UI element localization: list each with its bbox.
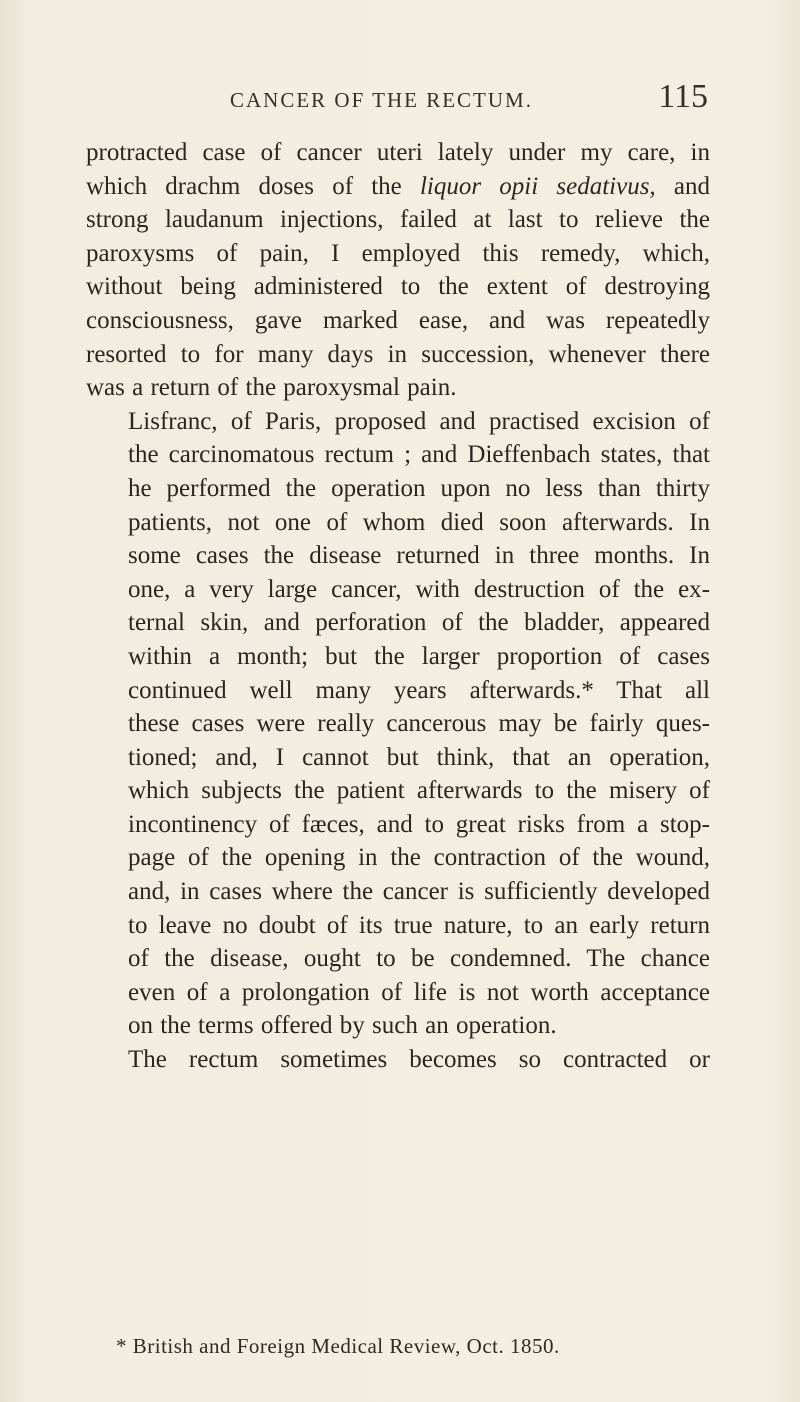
italic-latin-term: liquor opii sedativus, xyxy=(419,172,656,200)
text-line: strong laudanum injections, failed at last to relieve the xyxy=(86,206,710,234)
text-line: and, in cases where the cancer is sufficiently developed xyxy=(128,878,710,906)
text-line: was a return of the paroxysmal pain. xyxy=(86,374,457,402)
running-title: CANCER OF THE RECTUM. xyxy=(230,88,533,112)
text-line: these cases were really cancerous may be fairly ques- xyxy=(128,710,710,738)
text-line: paroxysms of pain, I employed this remedy, which, xyxy=(86,239,710,267)
text-line: The rectum sometimes becomes so contracted or xyxy=(128,1046,710,1074)
text-line: Lisfranc, of Paris, proposed and practised excision of xyxy=(128,407,710,435)
text-line: which subjects the patient afterwards to the misery of xyxy=(128,777,710,805)
text-line: continued well many years afterwards.* That all xyxy=(128,676,710,704)
text-line: consciousness, gave marked ease, and was repeatedly xyxy=(86,306,710,334)
text-line: incontinency of fæces, and to great risks from a stop- xyxy=(128,810,710,838)
text-line: resorted to for many days in succession, whenever there xyxy=(86,340,710,368)
text-line: to leave no doubt of its true nature, to an early return xyxy=(128,911,710,939)
text-fragment: and xyxy=(655,172,710,200)
text-line: one, a very large cancer, with destruction of the ex- xyxy=(128,575,710,603)
text-line: patients, not one of whom died soon afterwards. In xyxy=(128,508,710,536)
text-line xyxy=(86,170,710,204)
text-line: tioned; and, I cannot but think, that an operation, xyxy=(128,743,710,771)
body-text xyxy=(86,136,710,1077)
footnote: * British and Foreign Medical Review, Oct. 1850. xyxy=(116,1334,560,1358)
text-line: without being administered to the extent of destroying xyxy=(86,273,710,301)
paragraph-3 xyxy=(86,1043,710,1077)
page-number: 115 xyxy=(658,78,708,115)
text-fragment: which drachm doses of the xyxy=(86,172,420,200)
text-line: of the disease, ought to be condemned. The chance xyxy=(128,945,710,973)
text-line: he performed the operation upon no less than thirty xyxy=(128,474,710,502)
text-line: page of the opening in the contraction of the wound, xyxy=(128,844,710,872)
text-line: within a month; but the larger proportion of cases xyxy=(128,642,710,670)
paragraph-1 xyxy=(86,136,710,405)
paragraph-2 xyxy=(86,405,710,1043)
text-line: some cases the disease returned in three months. In xyxy=(128,542,710,570)
text-line: on the terms offered by such an operation. xyxy=(128,1012,557,1040)
text-line: ternal skin, and perforation of the bladder, appeared xyxy=(128,609,710,637)
text-line: the carcinomatous rectum ; and Dieffenbach states, that xyxy=(128,441,710,469)
text-line: even of a prolongation of life is not worth acceptance xyxy=(128,978,710,1006)
text-line: protracted case of cancer uteri lately under my care, in xyxy=(86,139,710,166)
